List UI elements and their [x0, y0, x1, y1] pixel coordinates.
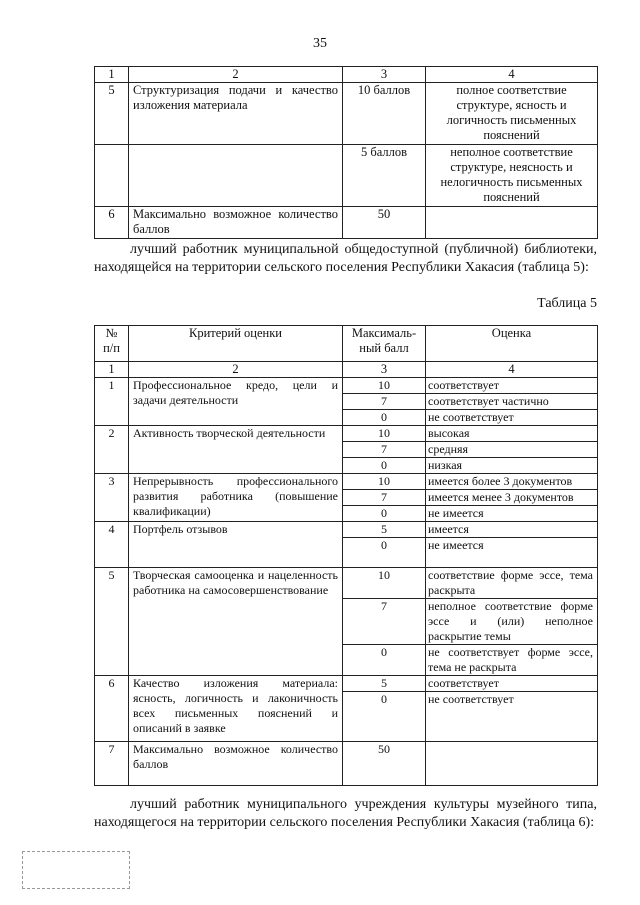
col-number-3: 3 [343, 67, 426, 83]
row-number: 6 [95, 207, 129, 239]
criterion-cell [129, 145, 343, 207]
score-cell: 10 [343, 568, 426, 599]
row-number: 3 [95, 474, 129, 522]
table-row [95, 426, 598, 442]
row-number: 4 [95, 522, 129, 568]
score-cell: 0 [343, 692, 426, 742]
table-row [95, 568, 598, 599]
col-number-2: 2 [129, 67, 343, 83]
eval-cell: не имеется [426, 506, 598, 522]
score-cell: 0 [343, 506, 426, 522]
criterion-cell: Максимально возможное количество баллов [129, 742, 343, 786]
score-cell: 7 [343, 394, 426, 410]
eval-cell: полное соответствие структуре, ясность и логичность письменных пояснений [426, 83, 598, 145]
table-5-caption: Таблица 5 [537, 296, 597, 311]
eval-cell: соответствует [426, 676, 598, 692]
table-header-row [95, 326, 598, 362]
row-number: 1 [95, 378, 129, 426]
criterion-cell: Структуризация подачи и качество изложения материала [129, 83, 343, 145]
eval-cell: неполное соответствие структуре, неясность и нелогичность письменных пояснений [426, 145, 598, 207]
row-number: 6 [95, 676, 129, 742]
eval-cell: соответствует частично [426, 394, 598, 410]
criterion-cell: Качество изложения материала: ясность, логичность и лаконичность всех письменных пояснений и описаний в заявке [129, 676, 343, 742]
eval-cell [426, 207, 598, 239]
col-number-1: 1 [95, 67, 129, 83]
col-number-4: 4 [426, 362, 598, 378]
eval-cell: соответствие форме эссе, тема раскрыта [426, 568, 598, 599]
page-number: 35 [313, 36, 327, 51]
criterion-cell: Творческая самооценка и нацеленность работника на самосовершенствование [129, 568, 343, 676]
eval-cell: не соответствует [426, 410, 598, 426]
score-cell: 5 баллов [343, 145, 426, 207]
table-row [95, 378, 598, 394]
score-cell: 50 [343, 207, 426, 239]
row-number: 5 [95, 568, 129, 676]
score-cell: 7 [343, 490, 426, 506]
col-number-4: 4 [426, 67, 598, 83]
eval-cell: не имеется [426, 538, 598, 568]
row-number: 7 [95, 742, 129, 786]
score-cell: 7 [343, 442, 426, 458]
eval-cell: соответствует [426, 378, 598, 394]
score-cell: 10 [343, 474, 426, 490]
eval-cell: имеется более 3 документов [426, 474, 598, 490]
col-numbers-row [95, 362, 598, 378]
criterion-cell: Непрерывность профессионального развития работника (повышение квалификации) [129, 474, 343, 522]
eval-cell [426, 742, 598, 786]
score-cell: 10 баллов [343, 83, 426, 145]
header-max-score: Максималь-ный балл [343, 326, 426, 362]
paragraph-text: лучший работник муниципального учреждения культуры музейного типа, находящегося на территории сельского поселения Республики Хакасия (таблица 6): [94, 797, 597, 830]
score-cell: 5 [343, 676, 426, 692]
table-row [95, 474, 598, 490]
eval-cell: высокая [426, 426, 598, 442]
score-cell: 0 [343, 458, 426, 474]
header-criterion: Критерий оценки [129, 326, 343, 362]
score-cell: 50 [343, 742, 426, 786]
score-cell: 7 [343, 599, 426, 645]
paragraph-text: лучший работник муниципальной общедоступной (публичной) библиотеки, находящейся на территории сельского поселения Республики Хакасия (таблица 5): [94, 242, 597, 275]
criterion-cell: Максимально возможное количество баллов [129, 207, 343, 239]
table-4-continuation [94, 66, 598, 239]
eval-cell: не соответствует форме эссе, тема не раскрыта [426, 645, 598, 676]
eval-cell: не соответствует [426, 692, 598, 742]
col-number-2: 2 [129, 362, 343, 378]
criterion-cell: Портфель отзывов [129, 522, 343, 568]
score-cell: 10 [343, 378, 426, 394]
paragraph-intro-library [94, 241, 597, 277]
row-number [95, 145, 129, 207]
paragraph-intro-museum [94, 796, 597, 832]
score-cell: 0 [343, 410, 426, 426]
score-cell: 0 [343, 538, 426, 568]
table-row [95, 676, 598, 692]
header-evaluation: Оценка [426, 326, 598, 362]
table-row [95, 83, 598, 145]
row-number: 5 [95, 83, 129, 145]
criterion-cell: Профессиональное кредо, цели и задачи деятельности [129, 378, 343, 426]
col-number-3: 3 [343, 362, 426, 378]
table-row [95, 742, 598, 786]
row-number: 2 [95, 426, 129, 474]
score-cell: 10 [343, 426, 426, 442]
registry-stamp [22, 851, 130, 889]
eval-cell: низкая [426, 458, 598, 474]
score-cell: 0 [343, 645, 426, 676]
col-number-1: 1 [95, 362, 129, 378]
table-row [95, 207, 598, 239]
table-row [95, 145, 598, 207]
table-5 [94, 325, 598, 786]
eval-cell: имеется менее 3 документов [426, 490, 598, 506]
table-row [95, 522, 598, 538]
eval-cell: имеется [426, 522, 598, 538]
score-cell: 5 [343, 522, 426, 538]
eval-cell: неполное соответствие форме эссе и (или) неполное раскрытие темы [426, 599, 598, 645]
table-header-row [95, 67, 598, 83]
criterion-cell: Активность творческой деятельности [129, 426, 343, 474]
eval-cell: средняя [426, 442, 598, 458]
header-num: № п/п [95, 326, 129, 362]
